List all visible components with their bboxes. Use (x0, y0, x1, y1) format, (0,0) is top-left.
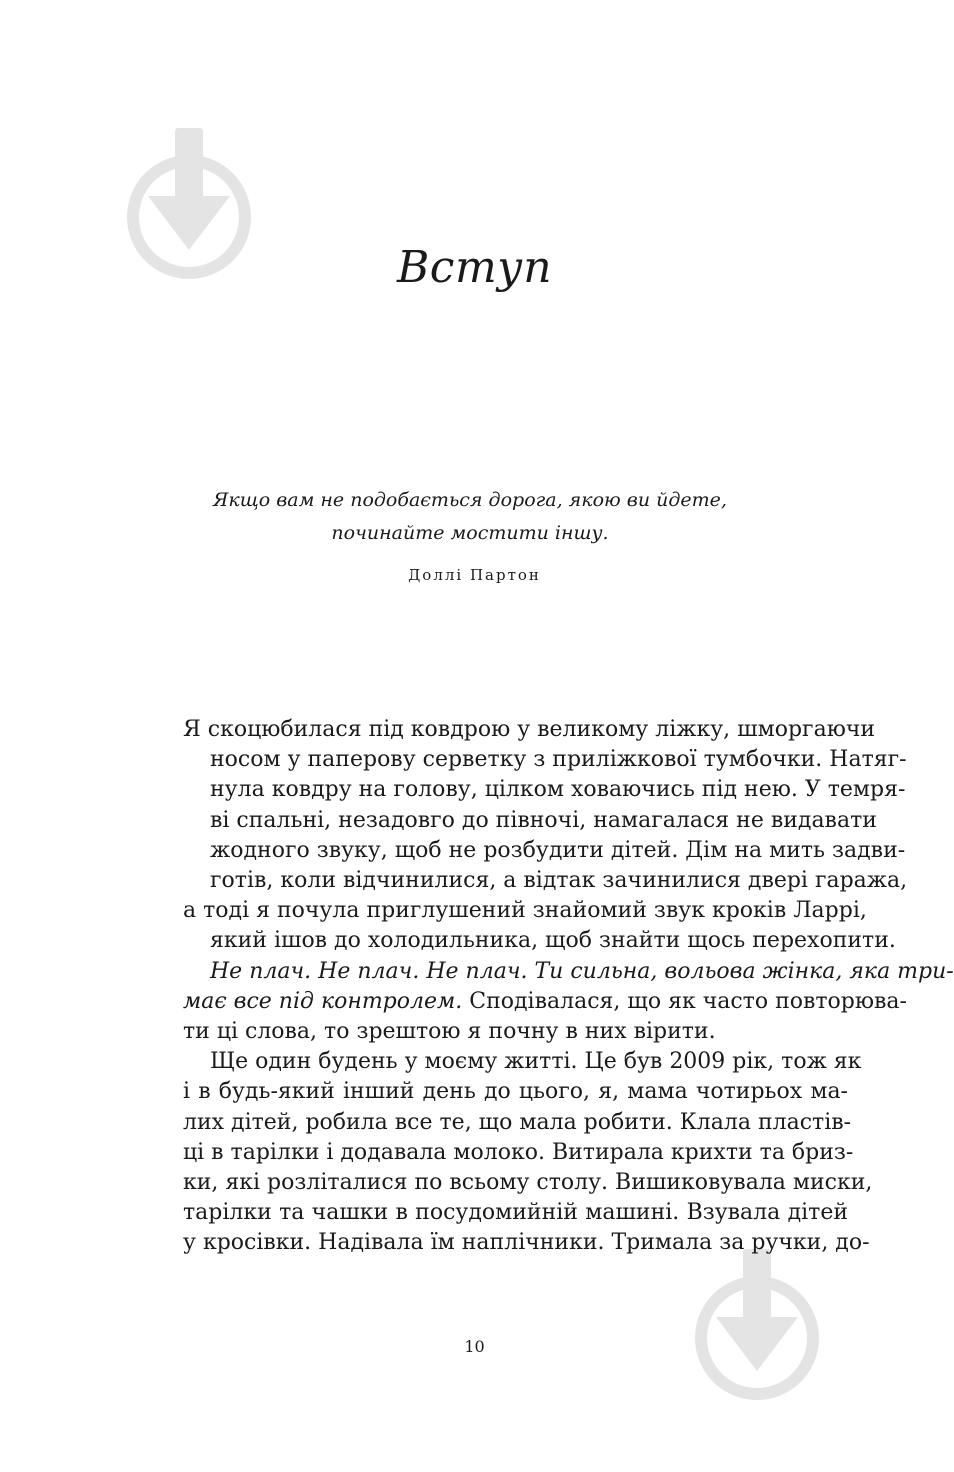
text-line: ві спальні, незадовго до півночі, намагалася не видавати (210, 807, 877, 833)
text-line (183, 957, 954, 987)
epigraph-line: починайте мостити іншу. (331, 522, 609, 544)
epigraph-line: Якщо вам не подобається дорога, якою ви йдете, (213, 489, 727, 511)
text-line: жодного звуку, щоб не розбудити дітей. Дім на мить задви- (210, 837, 906, 863)
text-line: ти ці слова, то зрештою я почну в них вірити. (183, 1019, 716, 1045)
body-text (183, 715, 954, 1259)
epigraph (190, 484, 750, 550)
text-line: лих дітей, робила все те, що мала робити. Клала пластів- (183, 1109, 852, 1135)
text-line: тарілки та чашки в посудомийній машині. Взувала дітей (183, 1200, 848, 1226)
text-line: у кросівки. Надівала їм наплічники. Тримала за ручки, до- (183, 1230, 870, 1256)
text-fragment: Сподівалася, що як часто повторюва- (462, 988, 907, 1014)
text-line: Ще один будень у моєму житті. Це був 2009 рік, тож як (210, 1049, 862, 1075)
text-line: носом у паперову серветку з приліжкової тумбочки. Натяг- (210, 747, 907, 773)
text-line: ці в тарілки і додавала молоко. Витирала крихти та бриз- (183, 1139, 854, 1165)
text-line: готів, коли відчинилися, а відтак зачинилися двері гаража, (210, 868, 908, 894)
text-line: і в будь-який інший день до цього, я, мама чотирьох ма- (183, 1079, 848, 1105)
page-number: 10 (464, 1337, 485, 1356)
text-line: а тоді я почула приглушений знайомий звук кроків Ларрі, (183, 898, 867, 924)
italic-text: має все під контролем. (183, 988, 463, 1014)
chapter-title: Вступ (396, 242, 553, 293)
text-line: який ішов до холодильника, щоб знайти щось перехопити. (210, 928, 896, 954)
watermark-logo-icon (694, 1245, 820, 1405)
epigraph-author: Доллі Партон (408, 566, 541, 584)
text-line (183, 987, 907, 1017)
italic-text: Не плач. Не плач. Не плач. Ти сильна, вольова жінка, яка три- (210, 958, 954, 984)
text-line: ки, які розліталися по всьому столу. Вишиковувала миски, (183, 1170, 873, 1196)
text-line: нула ковдру на голову, цілком ховаючись під нею. У темря- (210, 777, 906, 803)
text-line: Я скоцюбилася під ковдрою у великому ліжку, шморгаючи (183, 717, 876, 742)
